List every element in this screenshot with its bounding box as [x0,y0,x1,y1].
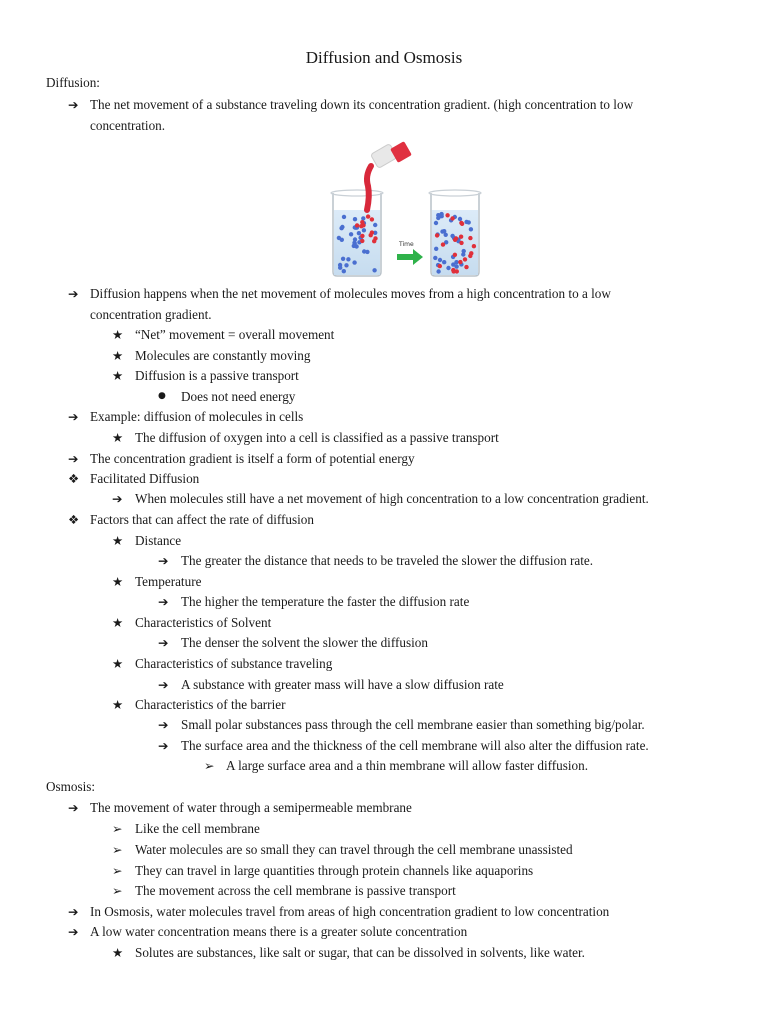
list-item-text: “Net” movement = overall movement [135,327,335,342]
list-item-continuation: concentration. [90,118,166,133]
list-item-text: A large surface area and a thin membrane will allow faster diffusion. [226,758,589,773]
star-bullet-icon: ★ [112,533,124,548]
list-item-text: Like the cell membrane [135,821,260,836]
list-item-text: Factors that can affect the rate of diffusion [90,512,314,527]
star-bullet-icon: ★ [112,615,124,630]
list-item-text: Distance [135,533,182,548]
arrow-bullet-icon: ➔ [112,491,123,506]
list-item-text: Water molecules are so small they can travel through the cell membrane unassisted [135,842,573,857]
list-item-text: The greater the distance that needs to be traveled the slower the diffusion rate. [181,553,594,568]
arrow-bullet-icon: ➔ [68,924,79,939]
star-bullet-icon: ★ [112,945,124,960]
list-item-text: Facilitated Diffusion [90,471,200,486]
list-item-text: Diffusion happens when the net movement of molecules moves from a high concentration to a low [90,286,611,301]
arrowhead-bullet-icon: ➢ [112,842,123,857]
arrow-bullet-icon: ➔ [158,553,169,568]
list-item-text: The movement across the cell membrane is passive transport [135,883,456,898]
star-bullet-icon: ★ [112,697,124,712]
star-bullet-icon: ★ [112,327,124,342]
arrow-bullet-icon: ➔ [68,800,79,815]
star-bullet-icon: ★ [112,348,124,363]
arrowhead-bullet-icon: ➢ [112,883,123,898]
arrow-bullet-icon: ➔ [158,738,169,753]
list-item-text: A substance with greater mass will have a slow diffusion rate [181,677,504,692]
list-item-text: A low water concentration means there is a greater solute concentration [90,924,468,939]
page-title: Diffusion and Osmosis [305,48,463,67]
arrow-bullet-icon: ➔ [68,97,79,112]
section-heading: Osmosis: [46,779,96,794]
list-item-text: Characteristics of substance traveling [135,656,333,671]
list-item-text: Solutes are substances, like salt or sugar, that can be dissolved in solvents, like water. [135,945,585,960]
time-label: Time [399,241,414,248]
list-item-text: In Osmosis, water molecules travel from areas of high concentration gradient to low concentration [90,904,610,919]
list-item-text: Characteristics of the barrier [135,697,286,712]
list-item-text: Example: diffusion of molecules in cells [90,409,304,424]
arrow-icon [397,249,423,265]
arrow-bullet-icon: ➔ [158,635,169,650]
arrowhead-bullet-icon: ➢ [112,863,123,878]
list-item-text: The concentration gradient is itself a form of potential energy [90,451,415,466]
list-item-text: When molecules still have a net movement of high concentration to a low concentration gradient. [135,491,649,506]
arrow-bullet-icon: ➔ [68,451,79,466]
star-bullet-icon: ★ [112,430,124,445]
test-tube-icon [367,141,412,210]
dot-bullet-icon: ● [158,391,166,401]
diamond-bullet-icon: ❖ [68,471,80,486]
arrowhead-bullet-icon: ➢ [112,821,123,836]
list-item-text: Does not need energy [181,389,296,404]
diffusion-figure [321,138,486,278]
arrow-bullet-icon: ➔ [68,904,79,919]
list-item-text: Diffusion is a passive transport [135,368,299,383]
list-item-text: They can travel in large quantities through protein channels like aquaporins [135,863,534,878]
diamond-bullet-icon: ❖ [68,512,80,527]
star-bullet-icon: ★ [112,368,124,383]
star-bullet-icon: ★ [112,656,124,671]
list-item-text: The denser the solvent the slower the diffusion [181,635,428,650]
list-item-continuation: concentration gradient. [90,307,212,322]
arrow-bullet-icon: ➔ [158,717,169,732]
list-item-text: Characteristics of Solvent [135,615,272,630]
list-item-text: The net movement of a substance traveling down its concentration gradient. (high concentration to low [90,97,634,112]
arrow-bullet-icon: ➔ [158,677,169,692]
list-item-text: Small polar substances pass through the cell membrane easier than something big/polar. [181,717,645,732]
list-item-text: Temperature [135,574,202,589]
arrowhead-bullet-icon: ➢ [204,758,215,773]
list-item-text: The higher the temperature the faster the diffusion rate [181,594,470,609]
arrow-bullet-icon: ➔ [68,286,79,301]
list-item-text: Molecules are constantly moving [135,348,311,363]
arrow-bullet-icon: ➔ [68,409,79,424]
section-heading: Diffusion: [46,75,100,90]
arrow-bullet-icon: ➔ [158,594,169,609]
star-bullet-icon: ★ [112,574,124,589]
list-item-text: The movement of water through a semipermeable membrane [90,800,412,815]
list-item-text: The diffusion of oxygen into a cell is classified as a passive transport [135,430,499,445]
list-item-text: The surface area and the thickness of the cell membrane will also alter the diffusion rate. [181,738,649,753]
